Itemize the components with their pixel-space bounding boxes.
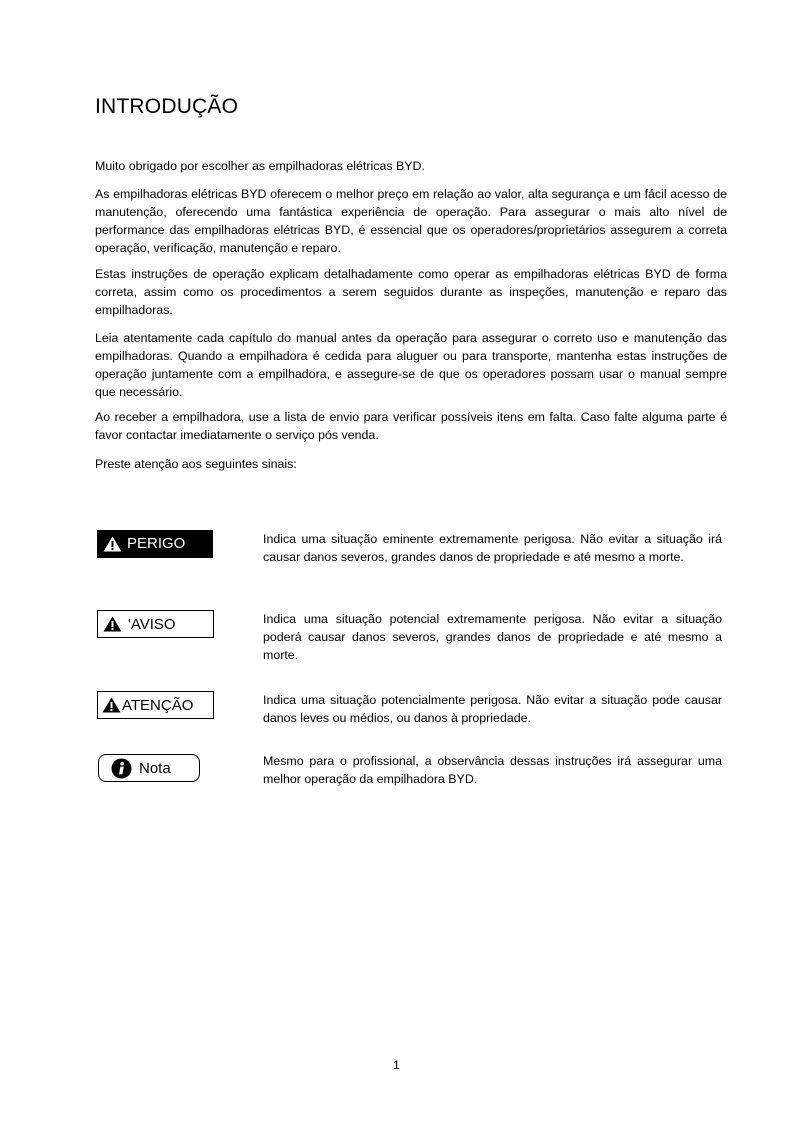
nota-description: Mesmo para o profissional, a observância dessas instruções irá assegurar uma melhor operação da empilhadora BYD. — [263, 754, 722, 786]
aviso-label: 'AVISO — [128, 616, 176, 633]
nota-sign — [98, 754, 200, 782]
warning-triangle-icon — [103, 536, 122, 552]
atencao-description: Indica uma situação potencialmente perigosa. Não evitar a situação pode causar danos leves ou médios, ou danos à propriedade. — [263, 693, 722, 725]
page-title: INTRODUÇÃO — [95, 95, 239, 118]
intro-paragraph-4: Leia atentamente cada capítulo do manual antes da operação para assegurar o correto uso e manutenção das empilhadoras. Quando a empilhadora é cedida para aluguer ou para transporte, mantenha estas instruções de operação juntamente com a empilhadora, e assegure-se de que os operadores possam usar o manual sempre que necessário. — [95, 331, 727, 399]
intro-paragraph-2: As empilhadoras elétricas BYD oferecem o melhor preço em relação ao valor, alta segurança e um fácil acesso de manutenção, oferecendo uma fantástica experiência de operação. Para assegurar o mais alto nível de performance das empilhadoras elétricas BYD, é essencial que os operadores/proprietários assegurem a correta operação, verificação, manutenção e reparo. — [95, 187, 727, 255]
atencao-label: ATENÇÃO — [122, 697, 194, 714]
atencao-sign — [97, 691, 214, 719]
perigo-sign — [97, 530, 213, 558]
intro-paragraph-3: Estas instruções de operação explicam detalhadamente como operar as empilhadoras elétricas BYD de forma correta, assim como os procedimentos a serem seguidos durante as inspeções, manutenção e reparo das empilhadoras. — [95, 267, 727, 317]
aviso-sign — [97, 610, 214, 638]
intro-paragraph-1: Muito obrigado por escolher as empilhadoras elétricas BYD. — [95, 159, 425, 173]
intro-paragraph-5: Ao receber a empilhadora, use a lista de envio para verificar possíveis itens em falta. Caso falte alguma parte é favor contactar imediatamente o serviço pós venda. — [95, 410, 727, 442]
warning-triangle-icon — [102, 697, 121, 713]
info-circle-icon — [111, 758, 132, 779]
perigo-description: Indica uma situação eminente extremamente perigosa. Não evitar a situação irá causar danos severos, grandes danos de propriedade e até mesmo a morte. — [263, 532, 722, 564]
perigo-label: PERIGO — [127, 535, 186, 552]
nota-label: Nota — [139, 760, 171, 777]
intro-paragraph-6: Preste atenção aos seguintes sinais: — [95, 457, 297, 471]
warning-triangle-icon — [103, 616, 122, 632]
page-number: 1 — [393, 1058, 400, 1072]
aviso-description: Indica uma situação potencial extremamente perigosa. Não evitar a situação poderá causar danos severos, grandes danos de propriedade e até mesmo a morte. — [263, 612, 722, 662]
